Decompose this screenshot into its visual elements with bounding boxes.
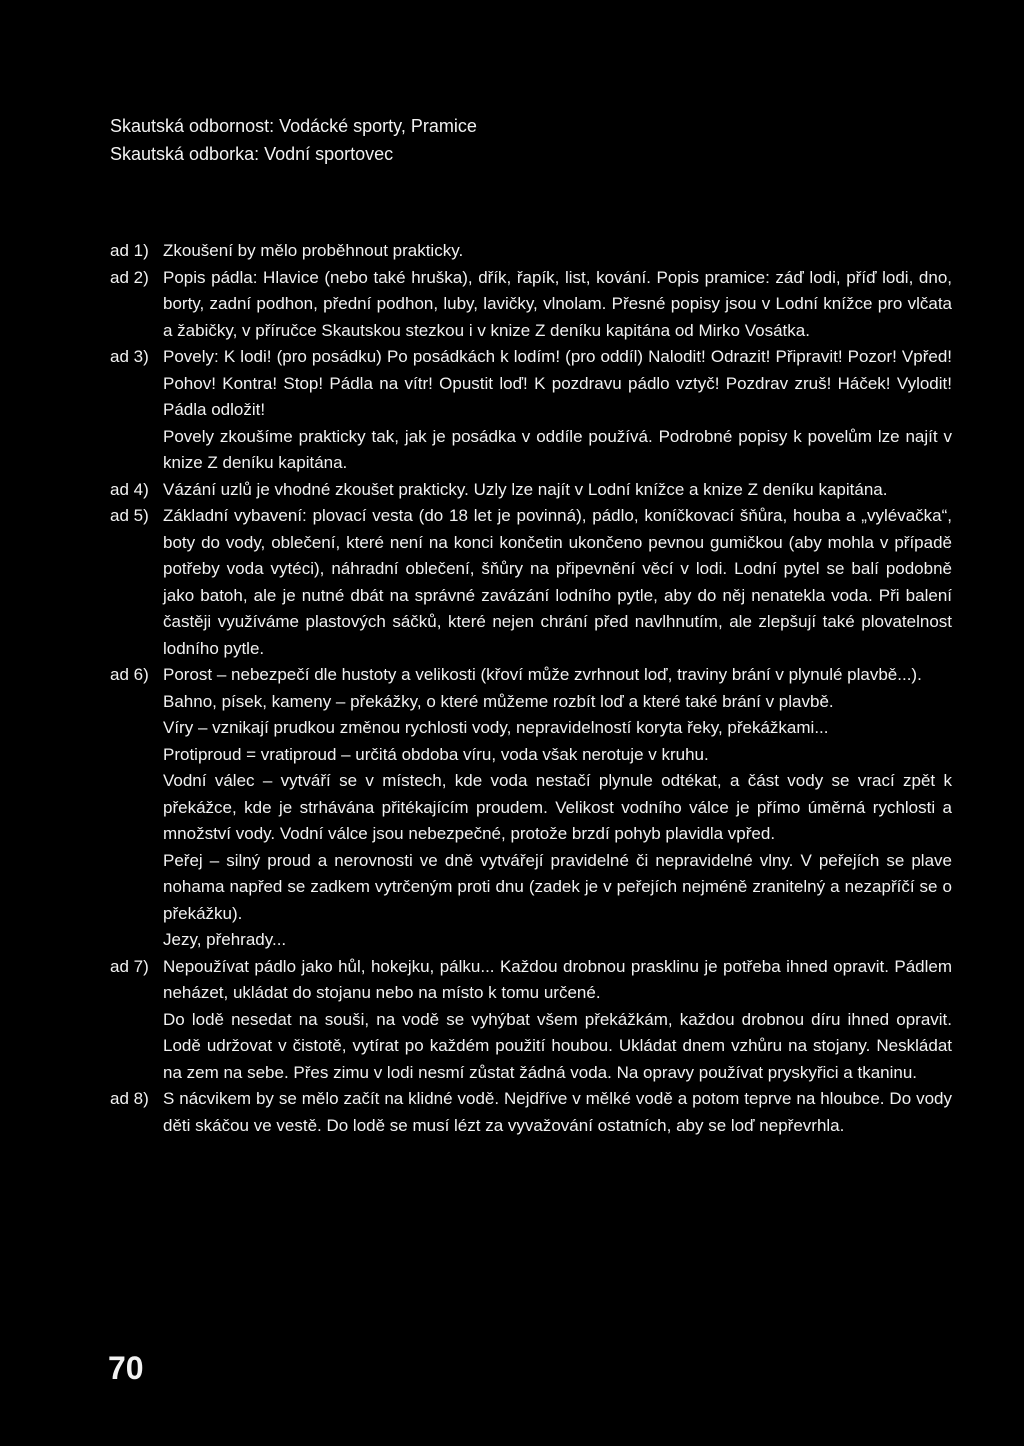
item-paragraph: Vázání uzlů je vhodné zkoušet prakticky. Uzly lze najít v Lodní knížce a knize Z deníku kapitána. [163,479,888,499]
item-paragraph: Protiproud = vratiproud – určitá obdoba víru, voda však nerotuje v kruhu. [163,744,709,764]
item-paragraph: Povely: K lodi! (pro posádku) Po posádkách k lodím! (pro oddíl) Nalodit! Odrazit! Připravit! Pozor! Vpřed! Pohov! Kontra! Stop! Pádla na vítr! Opustit loď! K pozdravu pádlo vztyč! Pozdrav zruš! Háček! Vylodit! Pádla odložit! [163,347,952,419]
item-1 [110,238,952,265]
item-label: ad 6) [110,665,149,684]
page-header [110,112,477,168]
item-2 [110,265,952,345]
item-8 [110,1086,952,1139]
item-paragraph: Bahno, písek, kameny – překážky, o které můžeme rozbít loď a které také brání v plavbě. [163,691,834,711]
item-paragraph: Zkoušení by mělo proběhnout prakticky. [163,241,464,260]
item-paragraph: Povely zkoušíme prakticky tak, jak je posádka v oddíle používá. Podrobné popisy k povelům lze najít v knize Z deníku kapitána. [163,426,952,472]
item-label: ad 1) [110,241,149,260]
item-paragraph: Jezy, přehrady... [163,930,287,949]
item-5 [110,503,952,662]
item-paragraph: Vodní válec – vytváří se v místech, kde voda nestačí plynule odtékat, a část vody se vrací zpět k překážce, kde je strhávána přitékajícím proudem. Velikost vodního válce je přímo úměrná rychlosti a množství vody. Vodní válce jsou nebezpečné, protože brzdí pohyb plavidla vpřed. [163,771,952,843]
item-label: ad 3) [110,347,149,366]
item-paragraph: Peřej – silný proud a nerovnosti ve dně vytvářejí pravidelné či nepravidelné vlny. V peřejích se plave nohama napřed se zadkem vytrčeným proti dnu (zadek je v peřejích nejméně zranitelný a nezapříčí se o překážku). [163,850,952,923]
header-specialty: Skautská odbornost: Vodácké sporty, Pramice [110,116,477,136]
item-paragraph: Porost – nebezpečí dle hustoty a velikosti (křoví může zvrhnout loď, traviny brání v plynulé plavbě...). [163,665,922,684]
item-label: ad 4) [110,479,149,499]
item-paragraph: Nepoužívat pádlo jako hůl, hokejku, pálku... Každou drobnou prasklinu je potřeba ihned opravit. Pádlem neházet, ukládat do stojanu nebo na místo k tomu určené. [163,956,952,1002]
item-paragraph: S nácvikem by se mělo začít na klidné vodě. Nejdříve v mělké vodě a potom teprve na hloubce. Do vody děti skáčou ve vestě. Do lodě se musí lézt za vyvažování ostatních, aby se loď nepřevrhla. [163,1089,952,1135]
page-content [110,238,952,1139]
item-paragraph: Základní vybavení: plovací vesta (do 18 let je povinná), pádlo, koníčkovací šňůra, houba a „vylévačka“, boty do vody, oblečení, které není na konci končetin ukončeno pevnou gumičkou (aby mohla v případě potřeby voda vytéci), náhradní oblečení, šňůry na připevnění věcí v lodi. Lodní pytel se balí podobně jako batoh, ale je nutné dbát na správné zavázání lodního pytle, aby do něj nenatekla voda. Při balení častěji využíváme plastových sáčků, které nejen chrání před navlhnutím, ale zlepšují také plovatelnost lodního pytle. [163,506,952,658]
page-number: 70 [108,1350,144,1386]
item-paragraph: Popis pádla: Hlavice (nebo také hruška), dřík, řapík, list, kování. Popis pramice: záď lodi, příď lodi, dno, borty, zadní podhon, přední podhon, luby, lavičky, vlnolam. Přesné popisy jsou v Lodní knížce pro vlčata a žabičky, v příručce Skautskou stezkou i v knize Z deníku kapitána od Mirko Vosátka. [163,267,952,340]
header-badge: Skautská odborka: Vodní sportovec [110,144,394,164]
item-label: ad 8) [110,1089,149,1108]
item-4 [110,477,952,504]
item-label: ad 7) [110,956,149,976]
item-3 [110,344,952,477]
item-7 [110,954,952,1087]
item-label: ad 5) [110,506,149,525]
item-paragraph: Do lodě nesedat na souši, na vodě se vyhýbat všem překážkám, každou drobnou díru ihned opravit. Lodě udržovat v čistotě, vytírat po každém použití houbou. Ukládat dnem vzhůru na stojany. Neskládat na zem na sebe. Přes zimu v lodi nesmí zůstat žádná voda. Na opravy používat pryskyřici a tkaninu. [163,1009,952,1082]
item-label: ad 2) [110,267,149,287]
item-paragraph: Víry – vznikají prudkou změnou rychlosti vody, nepravidelností koryta řeky, překážkami... [163,718,829,737]
item-6 [110,662,952,954]
